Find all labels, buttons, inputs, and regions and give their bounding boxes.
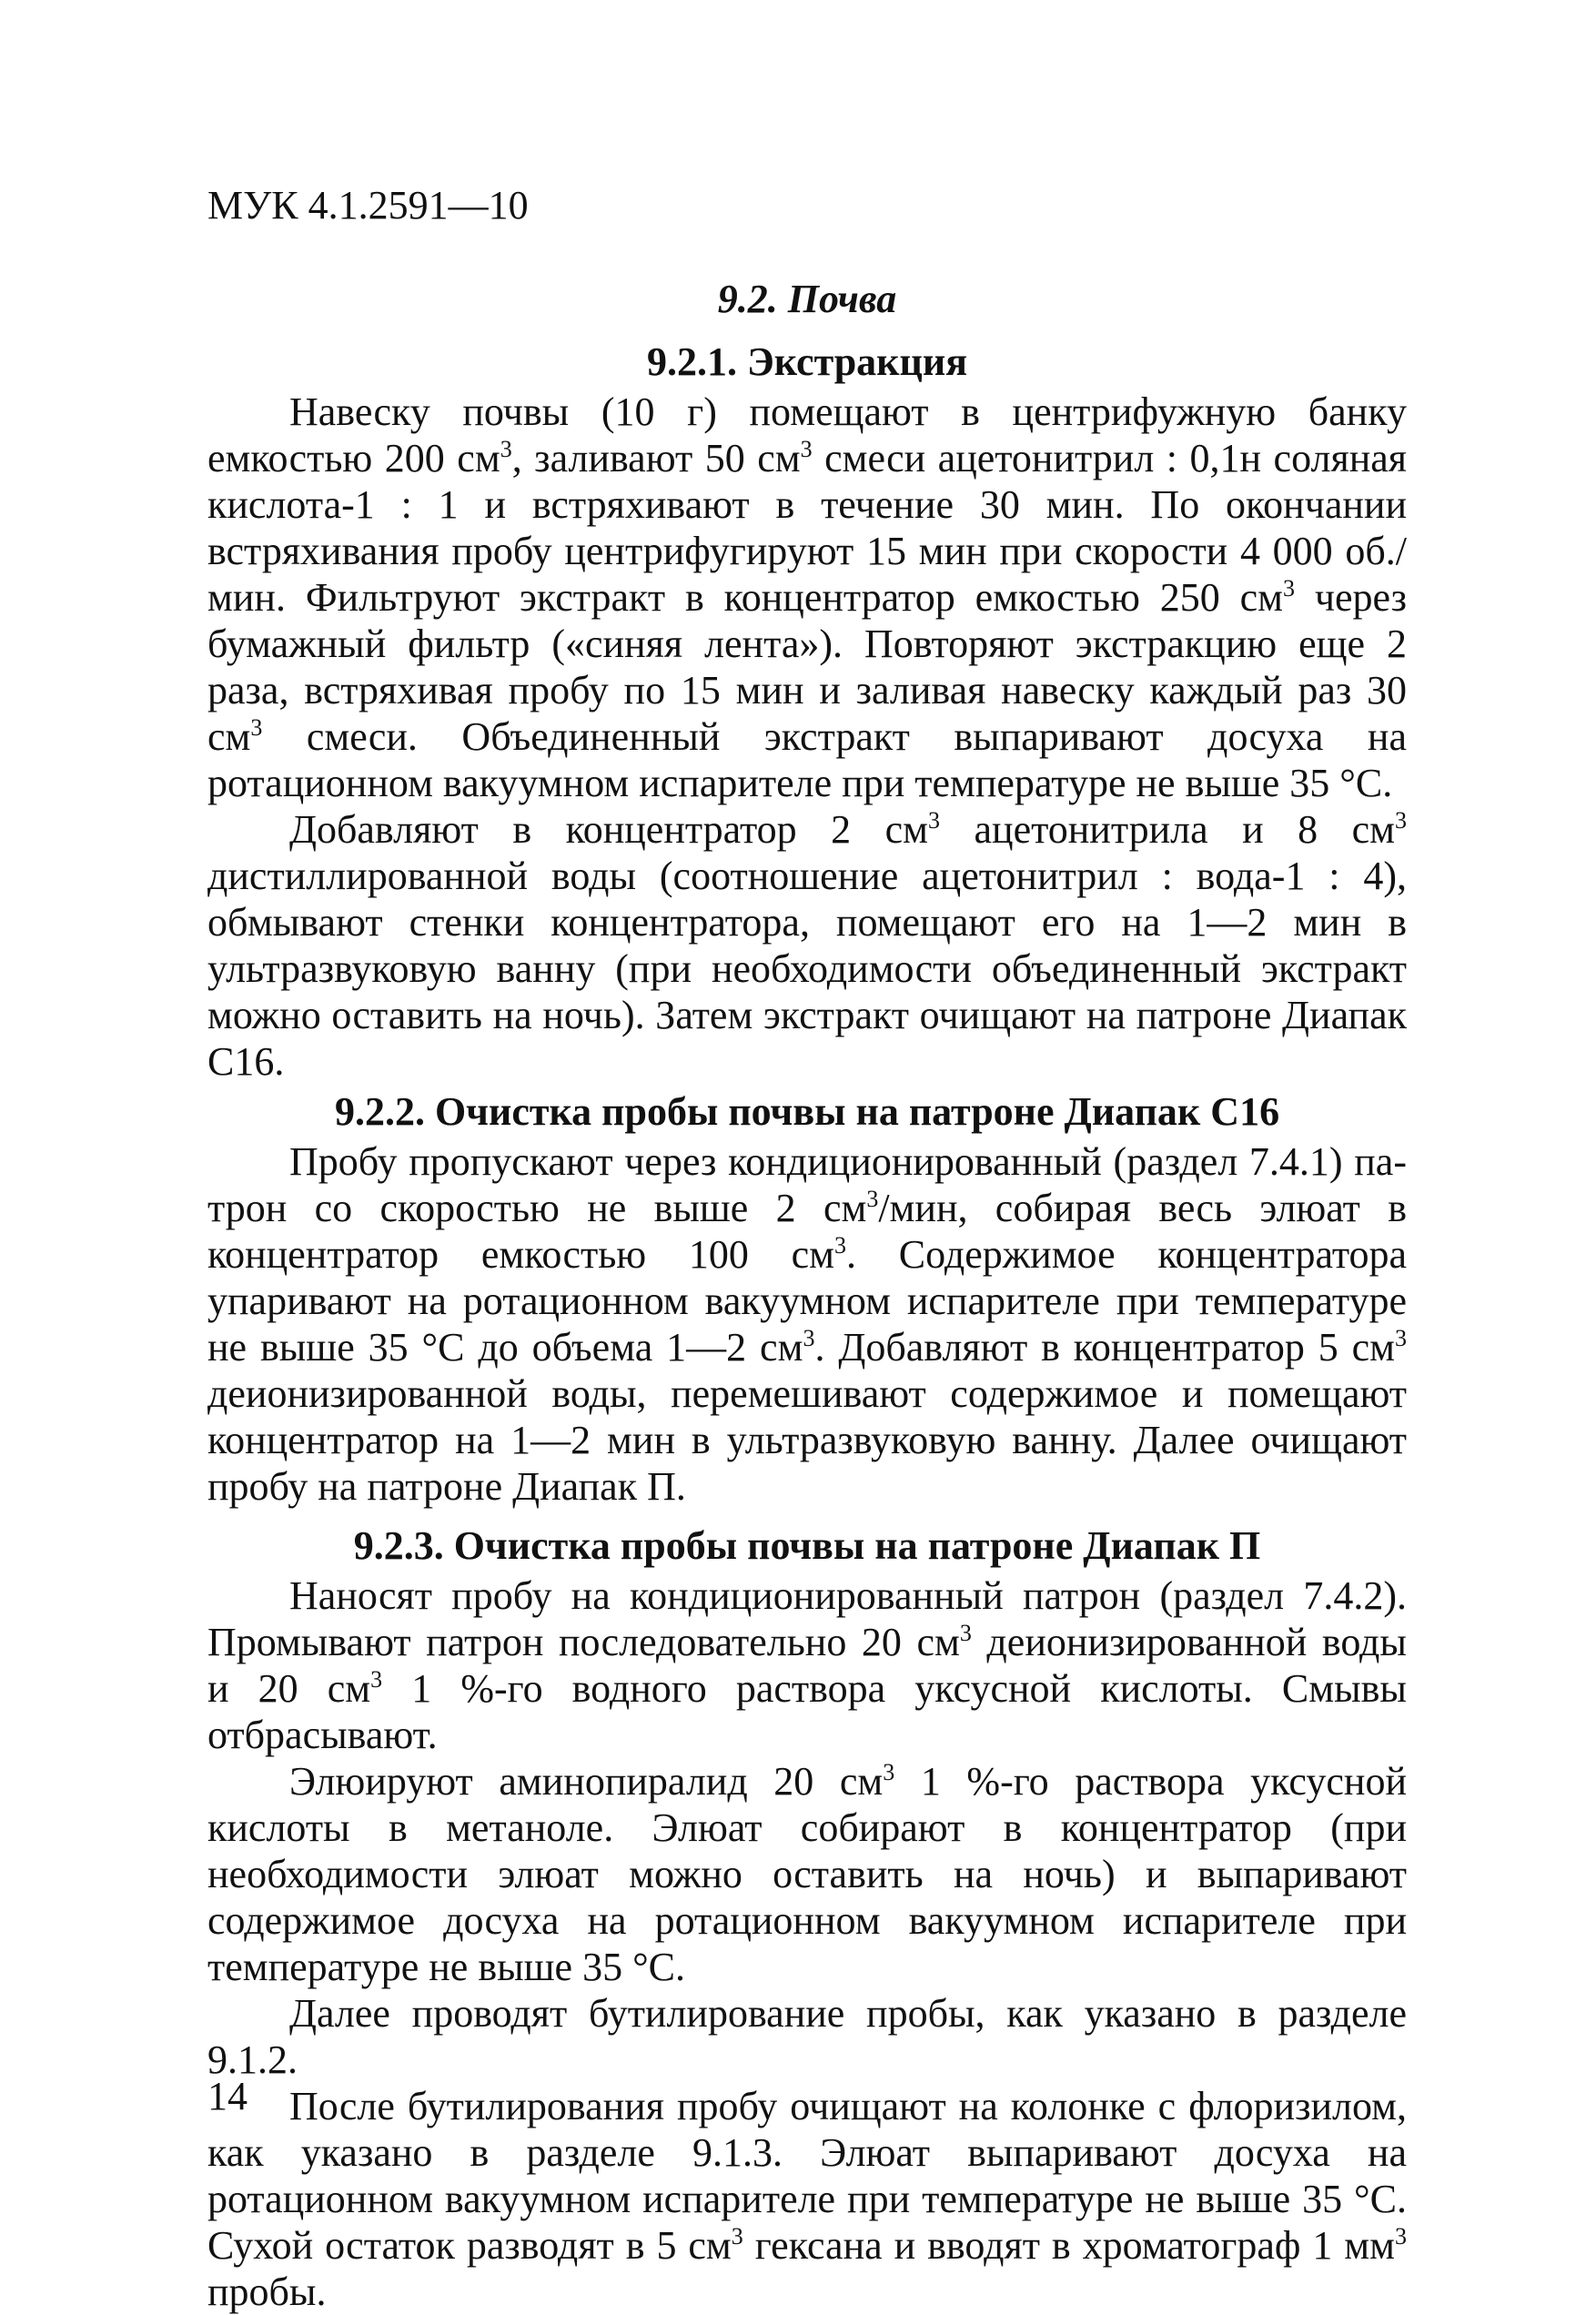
running-header: МУК 4.1.2591—10 [207,183,529,227]
paragraph-cleanup-p-3: Далее проводят бутилирование пробы, как указано в разделе 9.1.2. [207,1991,1407,2082]
page-content [207,276,1407,2315]
subsection-title-extraction: 9.2.1. Экстракция [646,339,968,384]
paragraph-extraction-2: Добавляют в концентратор 2 $см^3$ ацетонитрила и 8 $см^3$ дистиллированной воды (соотношение ацетонитрил : вода-1 : 4), обмывают стенки концентратора, помещают его на 1—2 мин в ультразвуковую ванну (при необходимости объединенный экстракт можно оставить на ночь). Затем экстракт очищают на патроне Диапак С16. [207,807,1407,1084]
section-title-soil: 9.2. Почва [717,277,897,321]
paragraph-cleanup-p-1: Наносят пробу на кондиционированный патрон (раздел 7.4.2). Промывают патрон последовательно 20 $см^3$ деионизированной воды и 20 $см^3$ 1 %-го водного раствора уксусной кислоты. Смывы отбрасывают. [207,1573,1407,1757]
subsection-title-cleanup-p: 9.2.3. Очистка пробы почвы на патроне Диапак П [353,1523,1261,1568]
paragraph-cleanup-c16: Пробу пропускают через кондиционированный (раздел 7.4.1) патрон со скоростью не выше 2 $см^3$/мин, собирая весь элюат в концентратор емкостью 100 $см^3$. Содержимое концентратора упаривают на ротационном вакуумном испарителе при температуре не выше 35 °С до объема 1—2 $см^3$. Добавляют в концентратор 5 $см^3$ деионизированной воды, перемешивают содержимое и помещают концентратор на 1—2 мин в ультразвуковую ванну. Далее очищают пробу на патроне Диапак П. [207,1139,1408,1509]
paragraph-cleanup-p-4: После бутилирования пробу очищают на колонке с флоризилом, как указано в разделе 9.1.3. Элюат выпаривают досуха на ротационном вакуумном испарителе при температуре не выше 35 °С. Сухой остаток разводят в 5 $см^3$ гексана и вводят в хроматограф 1 $мм^3$ пробы. [207,2084,1407,2314]
paragraph-cleanup-p-2: Элюируют аминопиралид 20 $см^3$ 1 %-го раствора уксусной кислоты в метаноле. Элюат собирают в концентратор (при необходимости элюат можно оставить на ночь) и выпаривают содержимое досуха на ротационном вакуумном испарителе при температуре не выше 35 °С. [207,1759,1407,1989]
page-number: 14 [207,2074,247,2118]
paragraph-extraction-1: Навеску почвы (10 г) помещают в центрифужную банку емкостью 200 $см^3$, заливают 50 $см^3$ смеси ацетонитрил : 0,1н соляная кислота-1 : 1 и встряхивают в течение 30 мин. По окончании встряхивания пробу центрифугируют 15 мин при скорости 4 000 об./мин. Фильтруют экстракт в концентратор емкостью 250 $см^3$ через бумажный фильтр («синяя лента»). Повторяют экстракцию еще 2 раза, встряхивая пробу по 15 мин и заливая навеску каждый раз 30 $см^3$ смеси. Объединенный экстракт выпаривают досуха на ротационном вакуумном испарителе при температуре не выше 35 °С. [207,389,1408,805]
subsection-title-cleanup-c16: 9.2.2. Очистка пробы почвы на патроне Диапак С16 [334,1089,1280,1134]
